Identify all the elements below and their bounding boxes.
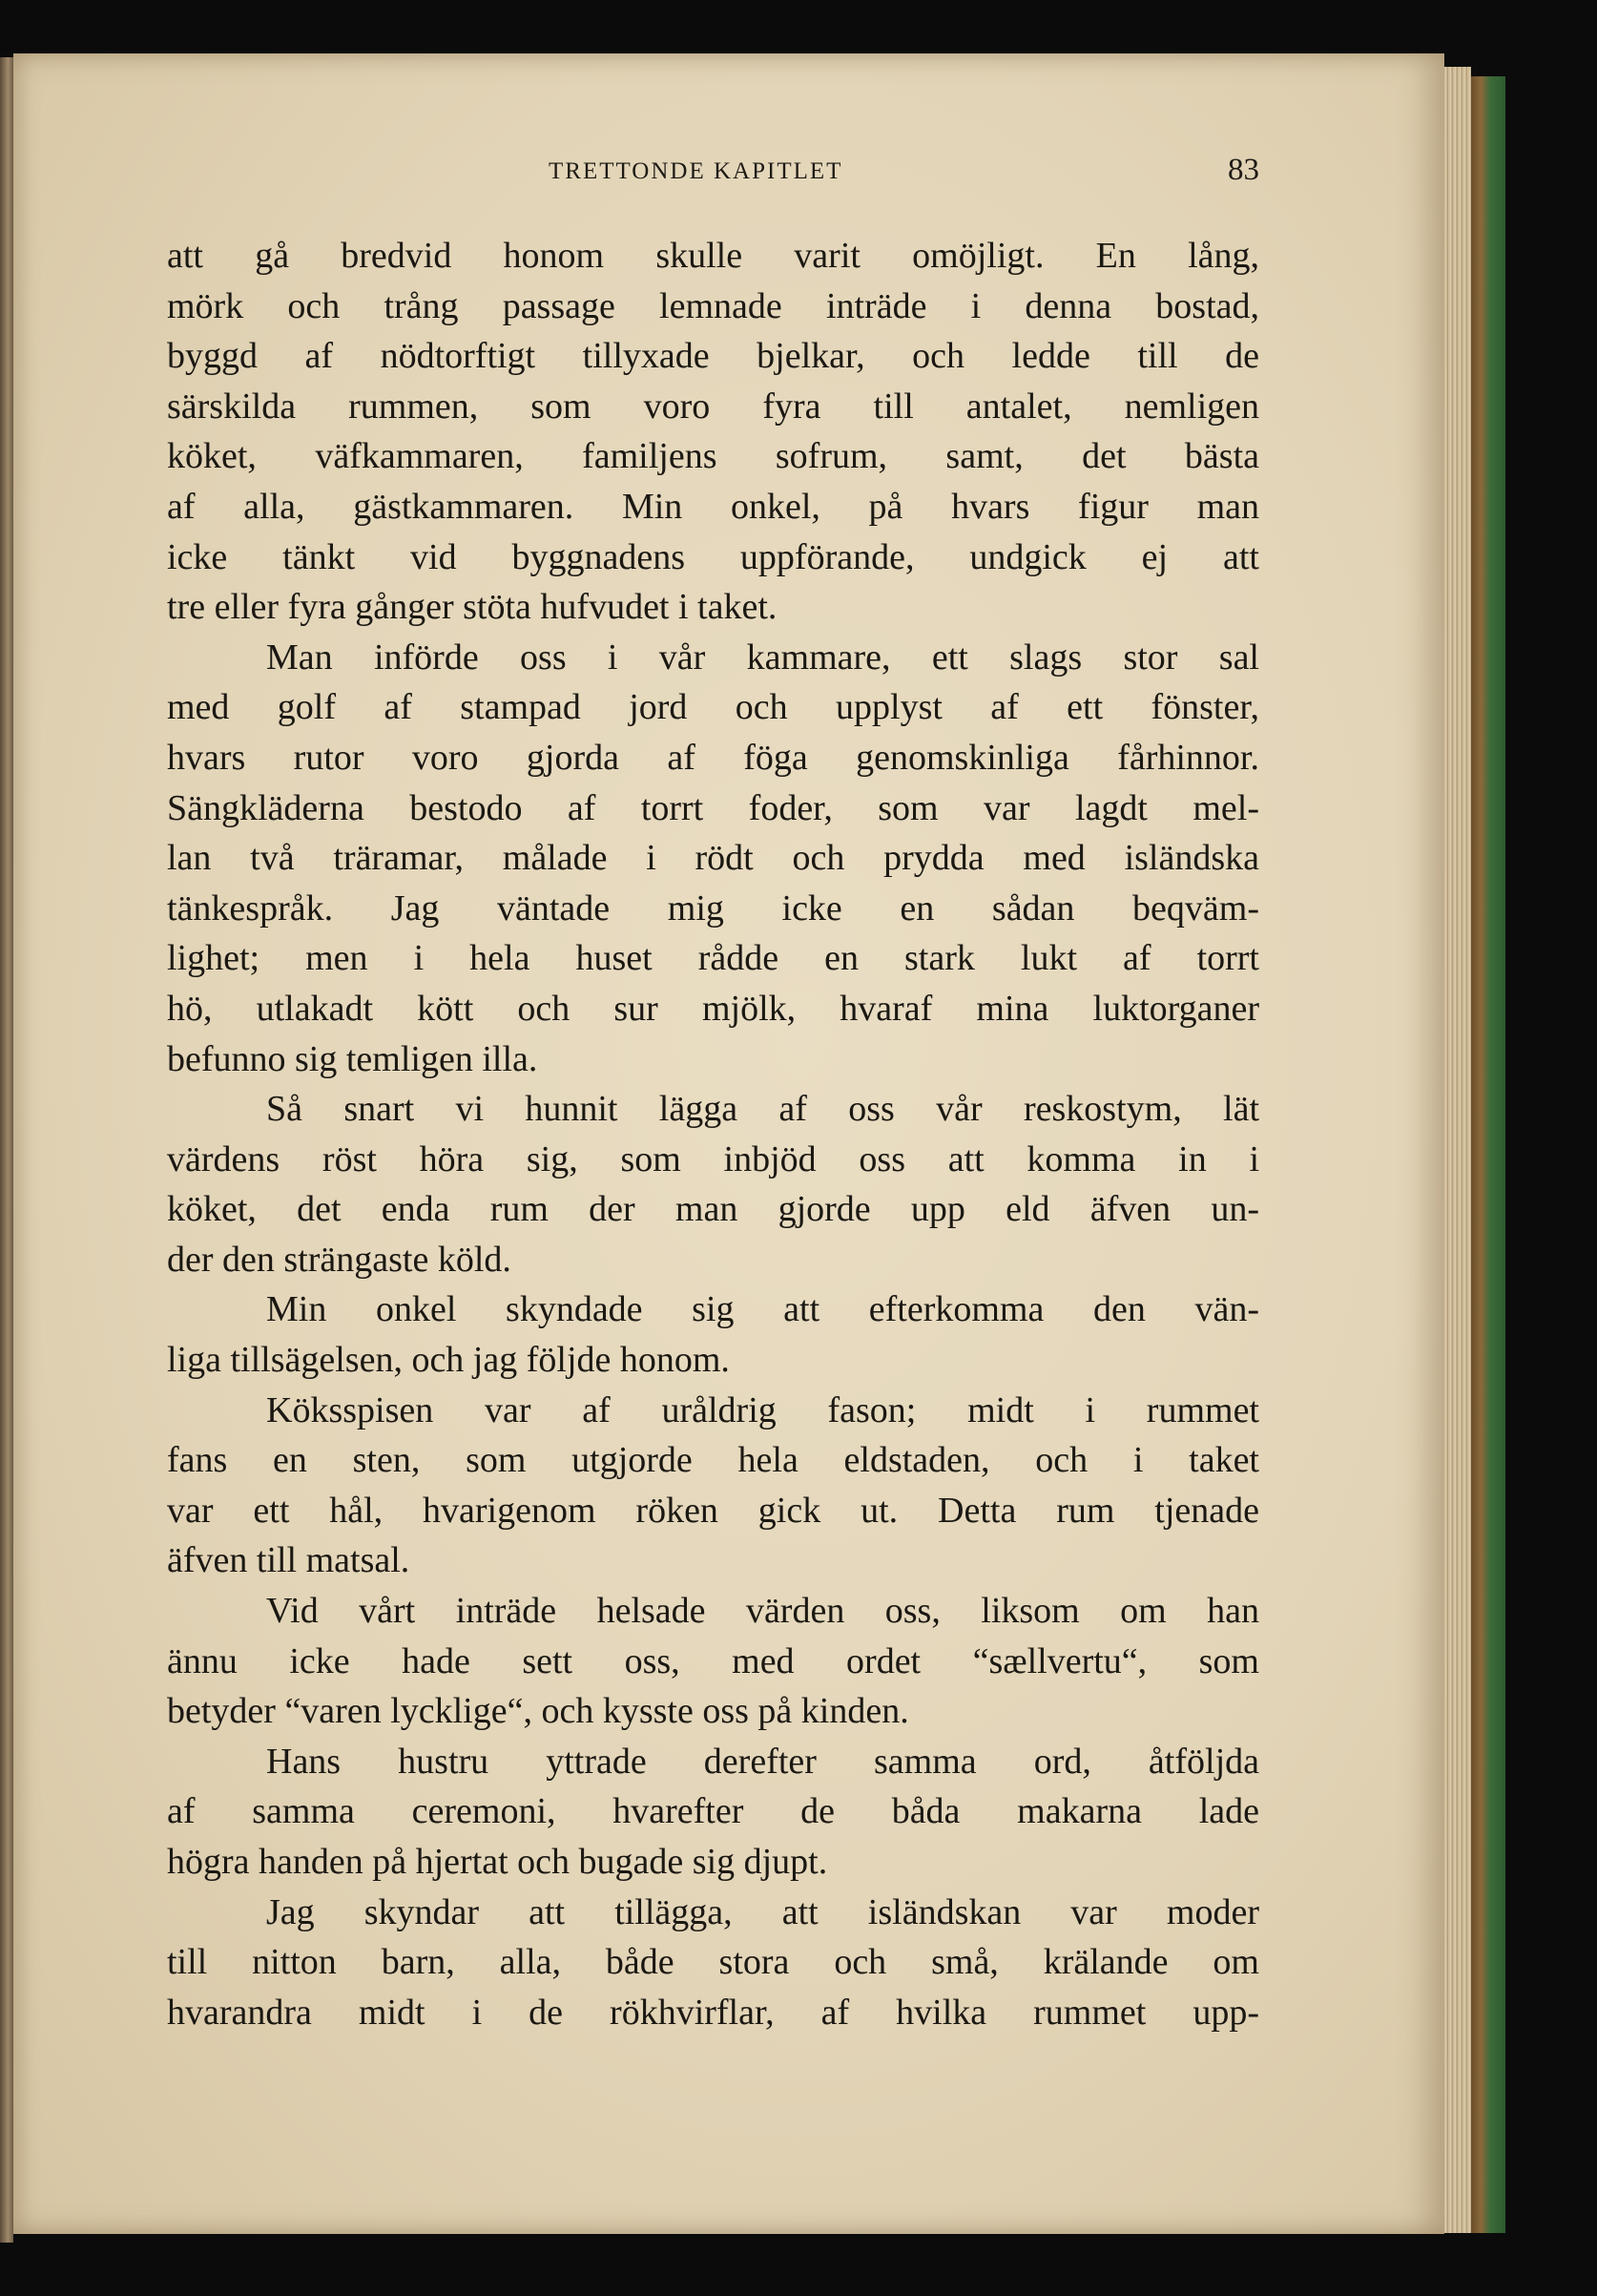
page-header: [167, 153, 1259, 191]
text-line: tänkespråk. Jag väntade mig icke en sådan beqväm-: [167, 887, 1259, 929]
text-line: fans en sten, som utgjorde hela eldstaden, och i taket: [167, 1440, 1259, 1481]
text-line: Hans hustru yttrade derefter samma ord, åtföljda: [266, 1741, 1259, 1782]
text-line: Min onkel skyndade sig att efterkomma den vän-: [266, 1289, 1259, 1330]
page-number: 83: [1228, 153, 1259, 187]
text-line: Man införde oss i vår kammare, ett slags stor sal: [266, 637, 1259, 678]
text-line: liga tillsägelsen, och jag följde honom.: [167, 1340, 730, 1381]
body-text: [167, 231, 1259, 2037]
text-line: byggd af nödtorftigt tillyxade bjelkar, och ledde till de: [167, 336, 1259, 377]
text-line: tre eller fyra gånger stöta hufvudet i taket.: [167, 587, 778, 628]
text-line: lan två träramar, målade i rödt och prydda med isländska: [167, 838, 1259, 879]
text-line: äfven till matsal.: [167, 1540, 410, 1581]
text-line: med golf af stampad jord och upplyst af ett fönster,: [167, 687, 1259, 728]
text-line: hvars rutor voro gjorda af föga genomskinliga fårhinnor.: [167, 737, 1259, 778]
text-line: att gå bredvid honom skulle varit omöjligt. En lång,: [167, 236, 1259, 276]
running-title: TRETTONDE KAPITLET: [549, 158, 843, 184]
page-stack-edge: [1444, 67, 1471, 2233]
book-cover-edge: [1471, 76, 1505, 2233]
facing-page-edge: [0, 57, 13, 2243]
text-line: Så snart vi hunnit lägga af oss vår reskostym, lät: [266, 1089, 1259, 1130]
text-line: särskilda rummen, som voro fyra till antalet, nemligen: [167, 386, 1259, 427]
text-line: högra handen på hjertat och bugade sig djupt.: [167, 1842, 828, 1882]
text-line: ännu icke hade sett oss, med ordet “sællvertu“, som: [167, 1640, 1259, 1681]
text-line: der den strängaste köld.: [167, 1239, 511, 1280]
text-line: lighet; men i hela huset rådde en stark lukt af torrt: [167, 938, 1259, 979]
text-line: Köksspisen var af uråldrig fason; midt i rummet: [266, 1389, 1259, 1430]
text-line: var ett hål, hvarigenom röken gick ut. Detta rum tjenade: [167, 1490, 1259, 1531]
text-line: befunno sig temligen illa.: [167, 1038, 538, 1079]
text-line: af samma ceremoni, hvarefter de båda makarna lade: [167, 1791, 1259, 1832]
text-line: hvarandra midt i de rökhvirflar, af hvilka rummet upp-: [167, 1992, 1259, 2033]
text-line: till nitton barn, alla, både stora och små, krälande om: [167, 1942, 1259, 1983]
text-line: betyder “varen lycklige“, och kysste oss på kinden.: [167, 1691, 909, 1732]
text-line: hö, utlakadt kött och sur mjölk, hvaraf mina luktorganer: [167, 988, 1259, 1029]
text-line: köket, väfkammaren, familjens sofrum, samt, det bästa: [167, 436, 1259, 477]
text-line: Vid vårt inträde helsade värden oss, liksom om han: [266, 1591, 1259, 1632]
text-line: mörk och trång passage lemnade inträde i denna bostad,: [167, 285, 1259, 326]
text-line: värdens röst höra sig, som inbjöd oss att komma in i: [167, 1138, 1259, 1179]
text-line: icke tänkt vid byggnadens uppförande, undgick ej att: [167, 536, 1259, 577]
text-line: köket, det enda rum der man gjorde upp eld äfven un-: [167, 1189, 1259, 1230]
text-line: af alla, gästkammaren. Min onkel, på hvars figur man: [167, 486, 1259, 527]
text-line: Jag skyndar att tillägga, att isländskan var moder: [266, 1891, 1259, 1932]
text-line: Sängkläderna bestodo af torrt foder, som var lagdt mel-: [167, 787, 1259, 828]
